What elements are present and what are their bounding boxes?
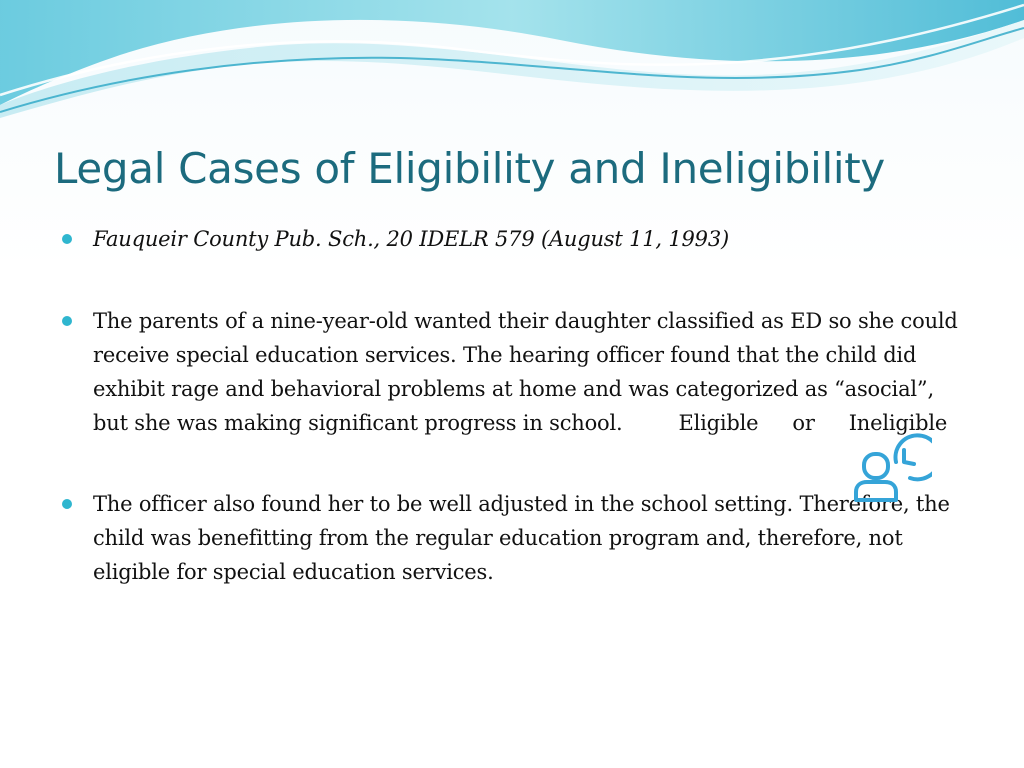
user-clock-icon <box>850 432 932 508</box>
bullet-dot-icon <box>62 499 72 509</box>
bullet-case-finding <box>62 487 962 589</box>
bullet-dot-icon <box>62 316 72 326</box>
option-eligible: Eligible <box>678 411 759 435</box>
bullet-case-facts <box>62 304 962 440</box>
bullet-case-citation <box>62 222 962 256</box>
slide-title: Legal Cases of Eligibility and Ineligibility <box>54 144 885 193</box>
option-or: or <box>792 411 815 435</box>
bullet-list <box>62 222 962 589</box>
option-ineligible: Ineligible <box>848 411 948 435</box>
case-facts-text: The parents of a nine-year-old wanted their daughter classified as ED so she could receive special education services. The hearing officer found that the child did exhibit rage and behavioral problems at home and was categorized as “asocial”, but she was making significant progress in school. <box>93 309 958 435</box>
case-citation-text: Fauqueir County Pub. Sch., 20 IDELR 579 (August 11, 1993) <box>93 227 730 251</box>
bullet-dot-icon <box>62 234 72 244</box>
case-finding-text: The officer also found her to be well adjusted in the school setting. Therefore, the child was benefitting from the regular education program and, therefore, not eligible for special education services. <box>93 492 950 584</box>
wave-decoration <box>0 0 1024 130</box>
